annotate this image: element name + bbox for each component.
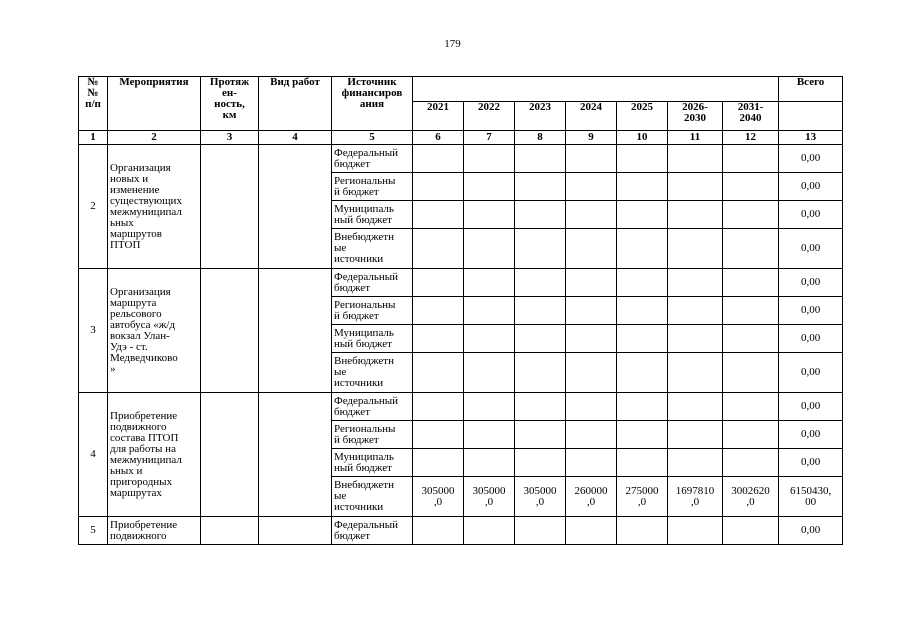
year-value	[723, 229, 779, 269]
year-value	[723, 173, 779, 201]
year-value: 305000 ,0	[413, 477, 464, 517]
year-value	[723, 353, 779, 393]
year-value	[617, 393, 668, 421]
length-cell	[201, 145, 259, 269]
year-value	[723, 201, 779, 229]
funding-source: Внебюджетн ые источники	[332, 229, 413, 269]
year-value	[723, 297, 779, 325]
year-value	[413, 517, 464, 545]
year-value	[617, 269, 668, 297]
year-value	[515, 201, 566, 229]
year-value	[617, 421, 668, 449]
total-value: 6150430, 00	[779, 477, 843, 517]
year-value	[566, 229, 617, 269]
year-value	[723, 145, 779, 173]
year-value	[515, 353, 566, 393]
total-value: 0,00	[779, 421, 843, 449]
year-value	[617, 325, 668, 353]
table-row	[79, 517, 843, 545]
length-cell	[201, 269, 259, 393]
year-value	[668, 517, 723, 545]
year-value	[464, 449, 515, 477]
year-value	[464, 269, 515, 297]
year-value	[413, 229, 464, 269]
year-value	[413, 297, 464, 325]
header-year: 2025	[617, 102, 668, 131]
year-value	[668, 353, 723, 393]
funding-source: Внебюджетн ые источники	[332, 353, 413, 393]
header-num: № № п/п	[79, 77, 108, 131]
header-years-group	[413, 77, 779, 102]
year-value	[668, 449, 723, 477]
year-value	[413, 325, 464, 353]
year-value	[617, 173, 668, 201]
header-year: 2021	[413, 102, 464, 131]
year-value	[668, 325, 723, 353]
year-value	[668, 201, 723, 229]
funding-source: Региональны й бюджет	[332, 421, 413, 449]
total-value: 0,00	[779, 173, 843, 201]
year-value	[464, 325, 515, 353]
total-value: 0,00	[779, 229, 843, 269]
table-row	[79, 393, 843, 421]
year-value	[464, 229, 515, 269]
total-value: 0,00	[779, 353, 843, 393]
total-value: 0,00	[779, 145, 843, 173]
header-source: Источник финансиров ания	[332, 77, 413, 131]
column-number: 11	[668, 131, 723, 145]
year-value	[413, 201, 464, 229]
year-value: 305000 ,0	[515, 477, 566, 517]
funding-source: Муниципаль ный бюджет	[332, 325, 413, 353]
year-value	[515, 325, 566, 353]
funding-source: Муниципаль ный бюджет	[332, 449, 413, 477]
column-number: 5	[332, 131, 413, 145]
total-value: 0,00	[779, 517, 843, 545]
funding-source: Региональны й бюджет	[332, 297, 413, 325]
year-value	[668, 297, 723, 325]
column-number: 13	[779, 131, 843, 145]
work-type-cell	[259, 269, 332, 393]
year-value	[723, 421, 779, 449]
header-length: Протяж ен- ность, км	[201, 77, 259, 131]
funding-source: Федеральный бюджет	[332, 393, 413, 421]
total-value: 0,00	[779, 449, 843, 477]
year-value	[515, 517, 566, 545]
total-value: 0,00	[779, 201, 843, 229]
column-number: 10	[617, 131, 668, 145]
column-number-row	[79, 131, 843, 145]
year-value	[723, 517, 779, 545]
total-value: 0,00	[779, 269, 843, 297]
year-value	[515, 173, 566, 201]
header-event: Мероприятия	[108, 77, 201, 131]
year-value	[413, 269, 464, 297]
column-number: 8	[515, 131, 566, 145]
header-year: 2023	[515, 102, 566, 131]
year-value	[413, 421, 464, 449]
header-year: 2031- 2040	[723, 102, 779, 131]
column-number: 4	[259, 131, 332, 145]
year-value	[566, 297, 617, 325]
year-value	[515, 421, 566, 449]
year-value	[566, 449, 617, 477]
year-value	[464, 517, 515, 545]
year-value	[723, 393, 779, 421]
year-value	[723, 269, 779, 297]
year-value	[515, 297, 566, 325]
header-total: Всего	[779, 77, 843, 102]
year-value	[566, 393, 617, 421]
row-number: 4	[79, 393, 108, 517]
header-work-type: Вид работ	[259, 77, 332, 131]
total-value: 0,00	[779, 297, 843, 325]
year-value	[668, 269, 723, 297]
column-number: 1	[79, 131, 108, 145]
year-value	[617, 517, 668, 545]
length-cell	[201, 393, 259, 517]
row-number: 2	[79, 145, 108, 269]
year-value	[515, 393, 566, 421]
year-value	[413, 449, 464, 477]
year-value	[464, 201, 515, 229]
year-value	[515, 449, 566, 477]
funding-source: Муниципаль ный бюджет	[332, 201, 413, 229]
row-number: 3	[79, 269, 108, 393]
total-value: 0,00	[779, 393, 843, 421]
year-value: 305000 ,0	[464, 477, 515, 517]
year-value	[566, 145, 617, 173]
year-value	[668, 421, 723, 449]
funding-source: Федеральный бюджет	[332, 269, 413, 297]
year-value	[413, 173, 464, 201]
year-value	[566, 173, 617, 201]
year-value: 1697810 ,0	[668, 477, 723, 517]
year-value	[668, 145, 723, 173]
row-number: 5	[79, 517, 108, 545]
year-value	[464, 353, 515, 393]
column-number: 9	[566, 131, 617, 145]
year-value	[413, 353, 464, 393]
year-value	[566, 325, 617, 353]
year-value	[464, 145, 515, 173]
year-value	[515, 145, 566, 173]
page-number: 179	[444, 38, 461, 50]
column-number: 12	[723, 131, 779, 145]
table-row	[79, 145, 843, 173]
header-year: 2024	[566, 102, 617, 131]
year-value	[617, 229, 668, 269]
year-value	[617, 353, 668, 393]
funding-source: Внебюджетн ые источники	[332, 477, 413, 517]
event-name: Организация маршрута рельсового автобуса «ж/д вокзал Улан- Удэ - ст. Медведчиково »	[108, 269, 201, 393]
total-value: 0,00	[779, 325, 843, 353]
year-value	[566, 421, 617, 449]
year-value	[464, 297, 515, 325]
funding-source: Федеральный бюджет	[332, 517, 413, 545]
year-value: 3002620 ,0	[723, 477, 779, 517]
work-type-cell	[259, 517, 332, 545]
header-year: 2022	[464, 102, 515, 131]
year-value	[566, 269, 617, 297]
year-value	[515, 229, 566, 269]
year-value	[464, 421, 515, 449]
year-value	[566, 517, 617, 545]
column-number: 2	[108, 131, 201, 145]
header-total-blank	[779, 102, 843, 131]
work-type-cell	[259, 393, 332, 517]
financing-table	[78, 76, 843, 545]
funding-source: Региональны й бюджет	[332, 173, 413, 201]
year-value	[668, 173, 723, 201]
year-value	[617, 449, 668, 477]
length-cell	[201, 517, 259, 545]
year-value	[617, 201, 668, 229]
event-name: Организация новых и изменение существующих межмуниципал ьных маршрутов ПТОП	[108, 145, 201, 269]
column-number: 6	[413, 131, 464, 145]
year-value	[723, 325, 779, 353]
year-value: 260000 ,0	[566, 477, 617, 517]
event-name: Приобретение подвижного	[108, 517, 201, 545]
year-value	[566, 201, 617, 229]
year-value	[413, 393, 464, 421]
year-value	[566, 353, 617, 393]
year-value	[413, 145, 464, 173]
year-value	[617, 297, 668, 325]
year-value	[668, 393, 723, 421]
header-year: 2026- 2030	[668, 102, 723, 131]
year-value: 275000 ,0	[617, 477, 668, 517]
column-number: 7	[464, 131, 515, 145]
year-value	[723, 449, 779, 477]
funding-source: Федеральный бюджет	[332, 145, 413, 173]
year-value	[668, 229, 723, 269]
year-value	[515, 269, 566, 297]
work-type-cell	[259, 145, 332, 269]
year-value	[464, 173, 515, 201]
year-value	[464, 393, 515, 421]
table-row	[79, 269, 843, 297]
year-value	[617, 145, 668, 173]
column-number: 3	[201, 131, 259, 145]
event-name: Приобретение подвижного состава ПТОП для работы на межмуниципал ьных и пригородных маршрутах	[108, 393, 201, 517]
